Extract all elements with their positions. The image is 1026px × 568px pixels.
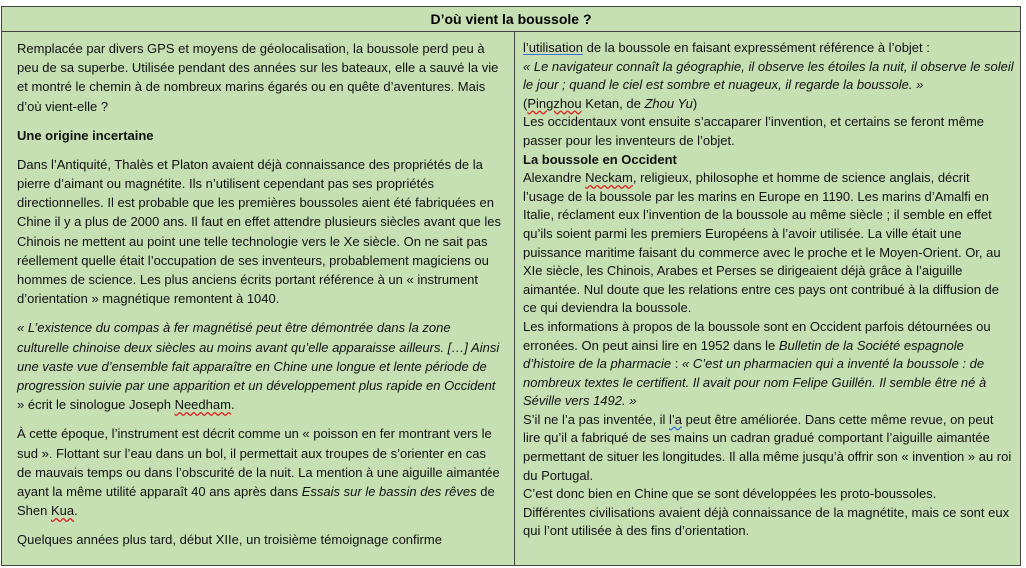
- needham-quote-tail: » écrit le sinologue Joseph: [17, 397, 171, 413]
- section-heading-origin: Une origine incertaine: [17, 127, 154, 143]
- later-paragraph: Quelques années plus tard, début XIIe, un troisième témoignage confirme: [17, 532, 442, 548]
- book-title-zhou-yu: Zhou Yu: [644, 95, 693, 111]
- needham-name: Needham: [174, 397, 231, 413]
- improved-rest: peut être améliorée. Dans cette même revue, on peut lire qu’il a fabriqué de ses mains un cadran gradué comportant l’aiguille aimantée permettant de situer les longitudes. Il alla même jusqu’à offrir son « invention » au roi du Portugal.: [523, 411, 1012, 483]
- improved-start: S’il ne l’a pas inventée, il: [523, 411, 666, 427]
- quote-citation: (Pingzhou Ketan, de Zhou Yu): [523, 95, 698, 111]
- fish-paragraph-de: de Shen: [17, 484, 495, 519]
- civilisations-paragraph: Différentes civilisations avaient déjà connaissance de la magnétite, mais ce sont eux qui l’ont utilisée à des fins d’orientation.: [523, 504, 1010, 539]
- china-paragraph: C’est donc bien en Chine que se sont développées les proto-boussoles.: [523, 486, 937, 502]
- needham-quote-text: « L’existence du compas à fer magnétisé peut être démontrée dans la zone culturelle chinoise deux siècles au moins avant qu’elle apparaisse ailleurs. […] Ainsi une vaste vue d’ensemble fait apparaître en Chine une longue et lente période de progression suivie par une apparition et un développement plus rapide en Occident: [17, 320, 500, 394]
- neckam-name: Neckam: [585, 170, 633, 186]
- neckam-paragraph: [523, 169, 1014, 318]
- usage-word: l’utilisation: [523, 40, 583, 55]
- book-title-essais: Essais sur le bassin des rêves: [301, 484, 477, 500]
- document-frame: [1, 6, 1021, 566]
- shen-kua-name: Kua: [51, 503, 75, 519]
- document-title: D’où vient la boussole ?: [2, 7, 1020, 32]
- improved-word: l’a: [668, 411, 682, 427]
- right-column: [515, 32, 1020, 565]
- pingzhou-name: Pingzhou: [527, 95, 582, 111]
- needham-quote: « L’existence du compas à fer magnétisé peut être démontrée dans la zone culturelle chinoise deux siècles au moins avant qu’elle apparaisse ailleurs. […] Ainsi une vaste vue d’ensemble fait apparaître en Chine une longue et lente période de progression suivie par une apparition et un développement plus rapide en Occident » écrit le sinologue Joseph Needham.: [17, 320, 500, 413]
- citation-mid: Ketan, de: [585, 95, 641, 111]
- bulletin-journal: Bulletin de la Société espagnole d’histoire de la pharmacie: [523, 337, 964, 372]
- navigator-quote-text: « Le navigateur connaît la géographie, il observe les étoiles la nuit, il observe le soleil le jour ; quand le ciel est sombre et nuageux, il regarde la boussole. »: [523, 58, 1014, 93]
- bulletin-colon: :: [674, 356, 679, 372]
- usage-rest: de la boussole en faisant expressément référence à l’objet :: [586, 40, 930, 55]
- navigator-quote: [523, 58, 1014, 95]
- bulletin-paragraph: [523, 318, 1014, 411]
- bulletin-text: Les informations à propos de la boussole sont en Occident parfois détournées ou erronées. On peut ainsi lire en 1952 dans le: [523, 318, 991, 353]
- left-column: [2, 32, 515, 565]
- neckam-text: , religieux, philosophe et homme de science anglais, décrit l’usage de la boussole par les marins en Europe en 1190. Les marins d’Amalfi en Italie, réclament eux l’invention de la boussole au même siècle ; il semble en effet qu’ils soient parmi les premiers Européens à l’avoir utilisée. La ville était une puissance maritime faisant du commerce avec le proche et le Moyen-Orient. Or, au: [523, 170, 1001, 260]
- section-heading-occident: La boussole en Occident: [523, 151, 677, 167]
- antiquity-paragraph: Dans l’Antiquité, Thalès et Platon avaient déjà connaissance des propriétés de la pierre d’aimant ou magnétite. Ils n’utilisent cependant pas ses propriétés directionnelles. Il est probable que les premières boussoles aient été fabriquées en Chine il y a plus de 2000 ans. Il faut en effet attendre plusieurs siècles avant que les Chinois ne mettent au point une telle technologie vers le Xe siècle. On ne sait pas réellement quelle était l’occupation de ses inventeurs, probablement magiciens ou hommes de science. Les plus anciens écrits portant référence à un « instrument d’orientation » magnétique remontent à 1040.: [17, 156, 501, 307]
- columns: [2, 32, 1020, 565]
- bulletin-quote: « C’est un pharmacien qui a inventé la boussole : de nombreux textes le certifient. Il avait pour nom Felipe Guillén. Il semble être né à Séville vers 1492. »: [523, 356, 987, 409]
- neckam-end: siècle, les Chinois, Arabes et Perses se dirigeaient déjà grâce à l’aiguille aimantée. Nul doute que les relations entre ces pays ont contribué à la diffusion de ce qui deviendra la boussole.: [523, 263, 1000, 316]
- neckam-first: Alexandre: [523, 170, 582, 186]
- fish-paragraph-text: À cette époque, l’instrument est décrit comme un « poisson en fer montrant vers le sud ». Flottant sur l’eau dans un bol, il permettait aux troupes de s’orienter en cas de mauvais temps ou dans l’obscurité de la nuit. La mention à une aiguille aimantée ayant la même utilité apparaît 40 ans après dans: [17, 426, 500, 500]
- improved-paragraph: [523, 411, 1014, 485]
- occidentals-paragraph: Les occidentaux vont ensuite s’accaparer l’invention, et certains se feront même passer pour les inventeurs de l’objet.: [523, 114, 985, 148]
- usage-line: [523, 39, 1014, 58]
- century-xie: XIe: [523, 263, 543, 279]
- intro-paragraph: Remplacée par divers GPS et moyens de géolocalisation, la boussole perd peu à peu de sa superbe. Utilisée pendant des années sur les bateaux, elle a sauvé la vie et montré le chemin à de nombreux marins égarés ou en quête d’aventures. Mais d’où vient-elle ?: [17, 41, 499, 114]
- fish-paragraph: À cette époque, l’instrument est décrit comme un « poisson en fer montrant vers le sud ». Flottant sur l’eau dans un bol, il permettait aux troupes de s’orienter en cas de mauvais temps ou dans l’obscurité de la nuit. La mention à une aiguille aimantée ayant la même utilité apparaît 40 ans après dans Essais sur le bassin des rêves de Shen Kua.: [17, 426, 500, 519]
